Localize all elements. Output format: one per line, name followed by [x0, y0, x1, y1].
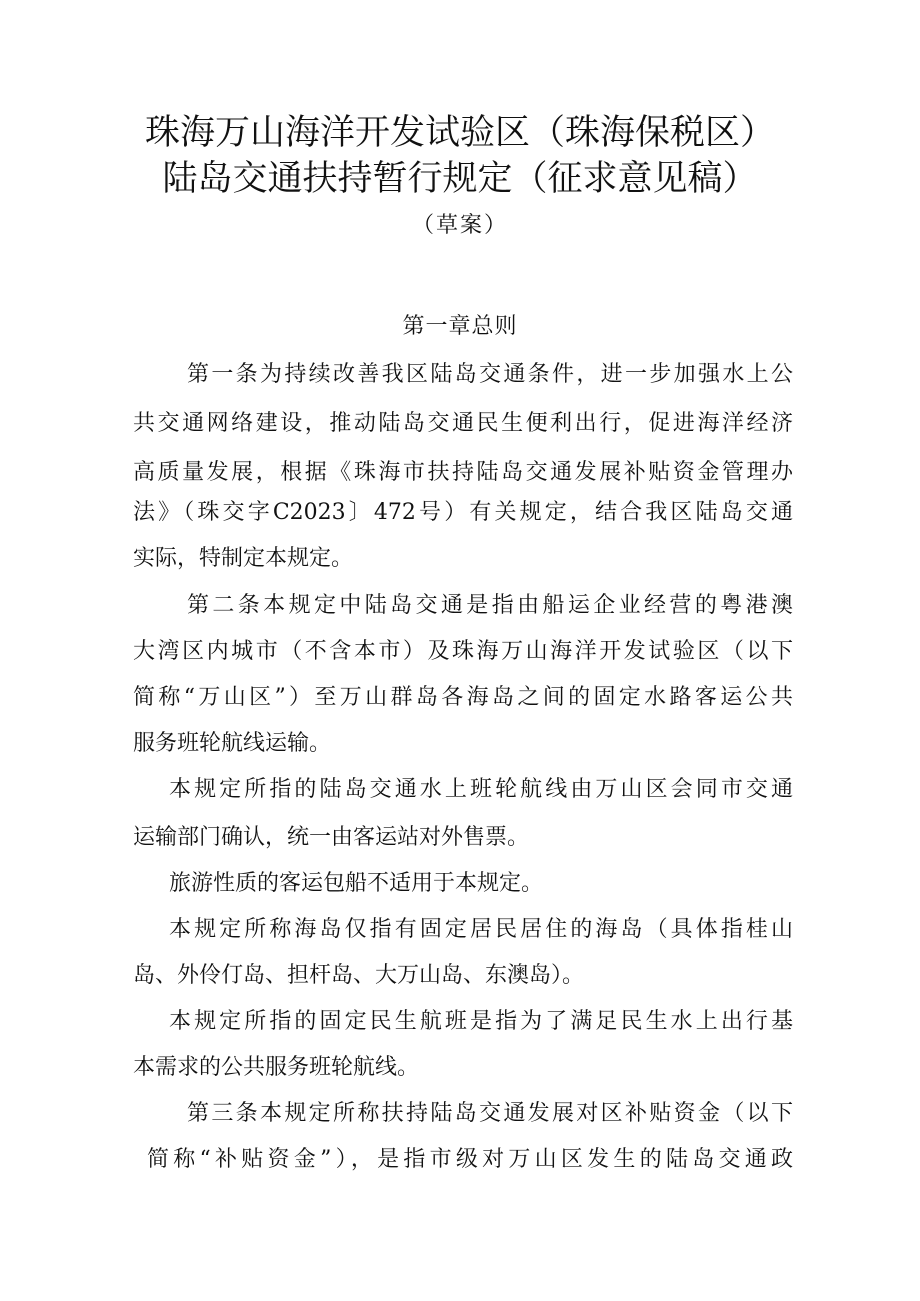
paragraph-line: 运输部门确认，统一由客运站对外售票。	[133, 825, 530, 850]
article-2-line-2: 大湾区内城市（不含本市）及珠海万山海洋开发试验区（以下	[133, 639, 793, 664]
paragraph-line: 旅游性质的客运包船不适用于本规定。	[169, 871, 544, 896]
article-1-line-4: 法》（珠交字C2023〕472号）有关规定，结合我区陆岛交通	[133, 500, 793, 525]
article-2-line-3: 简称“万山区”）至万山群岛各海岛之间的固定水路客运公共	[133, 685, 793, 710]
paragraph-line: 本规定所指的固定民生航班是指为了满足民生水上出行基	[169, 1009, 793, 1034]
paragraph-line: 岛、外伶仃岛、担杆岛、大万山岛、东澳岛）。	[133, 963, 585, 988]
article-1-line-2: 共交通网络建设，推动陆岛交通民生便利出行，促进海洋经济	[133, 411, 793, 436]
paragraph-line: 本需求的公共服务班轮航线。	[133, 1055, 420, 1080]
document-title-line-2: 陆岛交通扶持暂行规定（征求意见稿）	[162, 159, 758, 199]
paragraph-line: 本规定所指的陆岛交通水上班轮航线由万山区会同市交通	[169, 777, 793, 802]
document-subtitle: （草案）	[411, 213, 508, 238]
article-2-line-4: 服务班轮航线运输。	[133, 731, 332, 756]
article-3-line-2: 简称“补贴资金”），是指市级对万山区发生的陆岛交通政	[147, 1147, 793, 1172]
document-title-line-1: 珠海万山海洋开发试验区（珠海保税区）	[144, 113, 775, 153]
chapter-heading: 第一章总则	[402, 314, 518, 339]
article-2-line-1: 第二条本规定中陆岛交通是指由船运企业经营的粤港澳	[187, 593, 793, 618]
paragraph-line: 本规定所称海岛仅指有固定居民居住的海岛（具体指桂山	[169, 917, 793, 942]
article-1-line-1: 第一条为持续改善我区陆岛交通条件，进一步加强水上公	[187, 362, 793, 387]
article-1-line-5: 实际，特制定本规定。	[133, 546, 354, 571]
article-1-line-3: 高质量发展，根据《珠海市扶持陆岛交通发展补贴资金管理办	[133, 460, 793, 485]
article-3-line-1: 第三条本规定所称扶持陆岛交通发展对区补贴资金（以下	[187, 1101, 793, 1126]
